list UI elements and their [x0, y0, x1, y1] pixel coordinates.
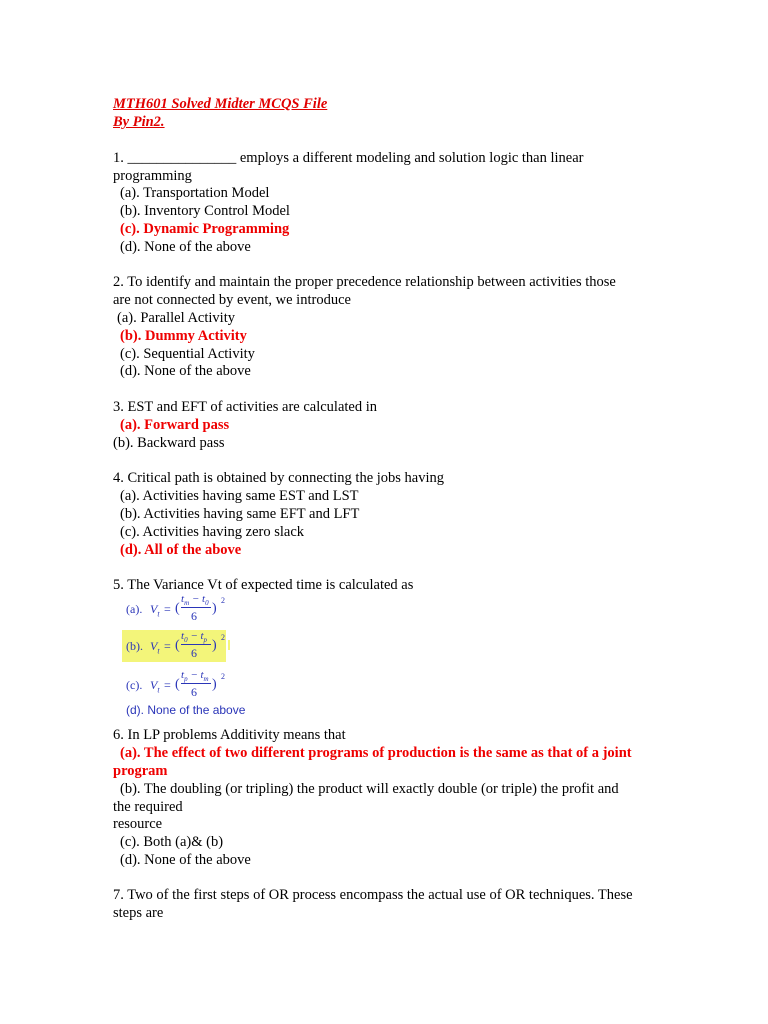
formula-a-denominator: 6	[191, 609, 197, 623]
formula-b-variable: $V_t$	[150, 639, 160, 656]
document-byline: By Pin2.	[113, 114, 165, 130]
q4-option-c: (c). Activities having zero slack	[120, 524, 305, 540]
q6-option-a-cont: program	[113, 763, 168, 779]
q6-option-c: (c). Both (a)& (b)	[120, 834, 224, 850]
q4-option-d-answer: (d). All of the above	[120, 542, 242, 558]
document-page: MTH601 Solved Midter MCQS File By Pin2. 1. _______________ employs a different modeling and solution logic than linear programming (a). Transportation Model (b). Inventory Control Model (c). Dynamic Programming (d). None of the above 2. To identify and maintain the proper precedence relationship between activities those are not connected by event, we introduce (a). Parallel Activity (b). Dummy Activity (c). Sequential Activity (d). None of the above 3. EST and EFT of activities are calculated in (a). Forward pass (b). Backward pass 4. Critical path is obtained by connecting the jobs having (a). Activities having same EST and LST (b). Activities having same EFT and LFT (c). Activities having zero slack (d). All of the above 5. The Variance Vt of expected time is calculated as (a). $V_t$ = ( $t_m - t_0$ 6 ) 2 (b). $V_t$ = ( $t_0 - t_p$ 6 ) 2 (c). $V_t$ = ( $t_p - t_m$ 6 ) 2 (d). None of the above 6. In LP problems Additivity means that (a). The effect of two different programs of production is the same as that of a joint program (b). The doubling (or tripling) the product will exactly double (or triple) the profit and the required resource (c). Both (a)& (b) (d). None of the above 7. Two of the first steps of OR process encompass the actual use of OR techniques. These steps are	[113, 96, 633, 921]
formula-c-denominator: 6	[191, 685, 197, 699]
q2-option-d: (d). None of the above	[120, 363, 251, 379]
q1-option-b: (b). Inventory Control Model	[120, 203, 290, 219]
q5-option-d: (d). None of the above	[126, 703, 246, 717]
q6-option-b-cont: the required	[113, 799, 183, 815]
q1-stem: 1. _______________ employs a different modeling and solution logic than linear	[113, 150, 584, 166]
formula-a-variable: $V_t$	[150, 602, 160, 619]
q1-option-c-answer: (c). Dynamic Programming	[120, 221, 290, 237]
q3-stem: 3. EST and EFT of activities are calculated in	[113, 399, 378, 415]
q6-stem: 6. In LP problems Additivity means that	[113, 727, 346, 743]
document-title: MTH601 Solved Midter MCQS File	[113, 96, 328, 112]
q5-stem: 5. The Variance Vt of expected time is calculated as	[113, 577, 414, 593]
formula-b-numerator: $t_0 - t_p$	[181, 630, 208, 645]
formula-a-label: (a).	[126, 602, 143, 616]
formula-a-numerator: $t_m - t_0$	[181, 593, 209, 608]
q1-option-d: (d). None of the above	[120, 239, 251, 255]
q6-option-d: (d). None of the above	[120, 852, 251, 868]
q3-option-a-answer: (a). Forward pass	[120, 417, 230, 433]
q2-stem-cont: are not connected by event, we introduce	[113, 292, 351, 308]
formula-b-denominator: 6	[191, 646, 197, 660]
q3-option-b: (b). Backward pass	[113, 435, 225, 451]
q7-stem: 7. Two of the first steps of OR process encompass the actual use of OR techniques. These	[113, 887, 633, 903]
formula-c-variable: $V_t$	[150, 678, 160, 695]
q4-option-b: (b). Activities having same EFT and LFT	[120, 506, 360, 522]
q2-option-b-answer: (b). Dummy Activity	[120, 328, 247, 344]
q6-option-b: (b). The doubling (or tripling) the product will exactly double (or triple) the profit and	[120, 781, 619, 797]
q6-option-b-cont2: resource	[113, 816, 163, 832]
formula-c-numerator: $t_p - t_m$	[181, 669, 209, 684]
q4-option-a: (a). Activities having same EST and LST	[120, 488, 359, 504]
fraction-bar	[181, 607, 211, 608]
formula-c-label: (c).	[126, 678, 143, 692]
q2-option-a: (a). Parallel Activity	[117, 310, 235, 326]
formula-b-label: (b).	[126, 639, 143, 653]
q7-stem-cont: steps are	[113, 905, 164, 921]
q4-stem: 4. Critical path is obtained by connecting the jobs having	[113, 470, 445, 486]
q2-option-c: (c). Sequential Activity	[120, 346, 255, 362]
q1-stem-cont: programming	[113, 168, 192, 184]
fraction-bar	[181, 644, 211, 645]
q1-option-a: (a). Transportation Model	[120, 185, 270, 201]
q6-option-a-answer: (a). The effect of two different programs of production is the same as that of a joint	[120, 745, 632, 761]
q2-stem: 2. To identify and maintain the proper precedence relationship between activities those	[113, 274, 616, 290]
fraction-bar	[181, 683, 211, 684]
